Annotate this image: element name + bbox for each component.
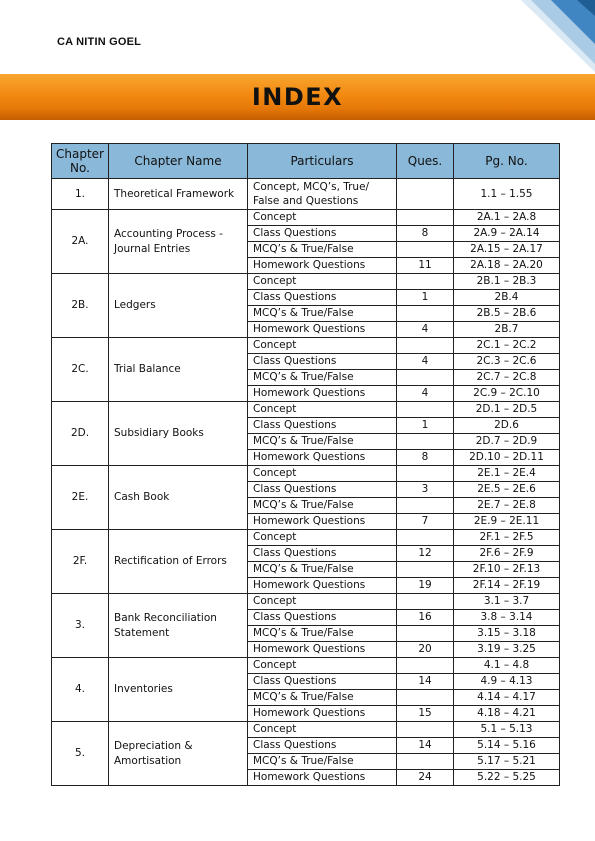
question-count: 14	[397, 674, 454, 690]
page-range: 2D.1 – 2D.5	[454, 402, 560, 418]
page-title: INDEX	[251, 83, 344, 111]
title-banner	[0, 74, 595, 120]
chapter-name: Bank Reconciliation Statement	[109, 594, 248, 658]
question-count: 24	[397, 770, 454, 786]
page-range: 2B.4	[454, 290, 560, 306]
page-range: 3.8 – 3.14	[454, 610, 560, 626]
table-row	[52, 722, 560, 738]
question-count	[397, 562, 454, 578]
chapter-name: Ledgers	[109, 274, 248, 338]
question-count: 4	[397, 322, 454, 338]
particular: Homework Questions	[248, 258, 397, 274]
particular: Class Questions	[248, 610, 397, 626]
question-count: 8	[397, 450, 454, 466]
header-particulars: Particulars	[248, 144, 397, 179]
page-range: 2E.7 – 2E.8	[454, 498, 560, 514]
particular: Concept	[248, 466, 397, 482]
page-range: 2E.1 – 2E.4	[454, 466, 560, 482]
question-count: 11	[397, 258, 454, 274]
question-count: 14	[397, 738, 454, 754]
question-count	[397, 370, 454, 386]
particular: Class Questions	[248, 226, 397, 242]
page-range: 3.19 – 3.25	[454, 642, 560, 658]
particular: MCQ’s & True/False	[248, 754, 397, 770]
page-range: 4.1 – 4.8	[454, 658, 560, 674]
page-range: 4.18 – 4.21	[454, 706, 560, 722]
page-range: 2D.6	[454, 418, 560, 434]
question-count	[397, 690, 454, 706]
page-range: 2C.1 – 2C.2	[454, 338, 560, 354]
chapter-name: Cash Book	[109, 466, 248, 530]
question-count	[397, 658, 454, 674]
table-row	[52, 179, 560, 210]
chapter-name: Trial Balance	[109, 338, 248, 402]
question-count	[397, 338, 454, 354]
page-range: 2E.5 – 2E.6	[454, 482, 560, 498]
chapter-number: 1.	[52, 179, 109, 210]
particular: Class Questions	[248, 418, 397, 434]
page-range: 5.1 – 5.13	[454, 722, 560, 738]
question-count: 7	[397, 514, 454, 530]
particular: Concept, MCQ’s, True/ False and Questions	[248, 179, 397, 210]
question-count	[397, 306, 454, 322]
page-range: 4.14 – 4.17	[454, 690, 560, 706]
header-chapter-name: Chapter Name	[109, 144, 248, 179]
page-range: 2B.5 – 2B.6	[454, 306, 560, 322]
table-row	[52, 530, 560, 546]
particular: Homework Questions	[248, 706, 397, 722]
particular: Concept	[248, 722, 397, 738]
chapter-name: Rectification of Errors	[109, 530, 248, 594]
question-count	[397, 402, 454, 418]
question-count	[397, 179, 454, 210]
particular: Concept	[248, 338, 397, 354]
question-count: 20	[397, 642, 454, 658]
particular: MCQ’s & True/False	[248, 306, 397, 322]
question-count	[397, 754, 454, 770]
page-range: 2A.18 – 2A.20	[454, 258, 560, 274]
question-count: 4	[397, 386, 454, 402]
particular: Concept	[248, 594, 397, 610]
particular: Homework Questions	[248, 578, 397, 594]
question-count: 4	[397, 354, 454, 370]
question-count	[397, 498, 454, 514]
particular: Homework Questions	[248, 450, 397, 466]
particular: Class Questions	[248, 546, 397, 562]
particular: Class Questions	[248, 482, 397, 498]
chapter-number: 2D.	[52, 402, 109, 466]
chapter-number: 2A.	[52, 210, 109, 274]
question-count: 19	[397, 578, 454, 594]
question-count: 3	[397, 482, 454, 498]
question-count	[397, 466, 454, 482]
question-count	[397, 210, 454, 226]
table-row	[52, 466, 560, 482]
table-row	[52, 210, 560, 226]
corner-decoration-icon	[521, 0, 595, 72]
particular: Class Questions	[248, 354, 397, 370]
chapter-number: 3.	[52, 594, 109, 658]
chapter-number: 2C.	[52, 338, 109, 402]
question-count	[397, 274, 454, 290]
particular: Homework Questions	[248, 770, 397, 786]
page-range: 2E.9 – 2E.11	[454, 514, 560, 530]
particular: MCQ’s & True/False	[248, 242, 397, 258]
question-count: 1	[397, 418, 454, 434]
chapter-name: Accounting Process - Journal Entries	[109, 210, 248, 274]
page-range: 3.1 – 3.7	[454, 594, 560, 610]
particular: Homework Questions	[248, 642, 397, 658]
chapter-number: 2F.	[52, 530, 109, 594]
chapter-number: 4.	[52, 658, 109, 722]
chapter-number: 5.	[52, 722, 109, 786]
particular: Homework Questions	[248, 322, 397, 338]
page-range: 5.22 – 5.25	[454, 770, 560, 786]
particular: Concept	[248, 210, 397, 226]
question-count: 1	[397, 290, 454, 306]
particular: MCQ’s & True/False	[248, 690, 397, 706]
chapter-number: 2B.	[52, 274, 109, 338]
page-range: 1.1 – 1.55	[454, 179, 560, 210]
particular: MCQ’s & True/False	[248, 498, 397, 514]
question-count: 12	[397, 546, 454, 562]
table-row	[52, 594, 560, 610]
particular: MCQ’s & True/False	[248, 626, 397, 642]
table-row	[52, 658, 560, 674]
header-ques: Ques.	[397, 144, 454, 179]
page-range: 2B.1 – 2B.3	[454, 274, 560, 290]
question-count	[397, 626, 454, 642]
page-range: 3.15 – 3.18	[454, 626, 560, 642]
particular: Concept	[248, 274, 397, 290]
particular: MCQ’s & True/False	[248, 370, 397, 386]
page-range: 2F.1 – 2F.5	[454, 530, 560, 546]
chapter-name: Theoretical Framework	[109, 179, 248, 210]
question-count: 16	[397, 610, 454, 626]
particular: MCQ’s & True/False	[248, 434, 397, 450]
page-range: 2C.3 – 2C.6	[454, 354, 560, 370]
author-name: CA NITIN GOEL	[57, 36, 142, 48]
table-row	[52, 338, 560, 354]
table-row	[52, 402, 560, 418]
particular: Class Questions	[248, 674, 397, 690]
table-row	[52, 274, 560, 290]
page-range: 2C.7 – 2C.8	[454, 370, 560, 386]
page-range: 2A.15 – 2A.17	[454, 242, 560, 258]
table-header-row	[52, 144, 560, 179]
question-count	[397, 594, 454, 610]
question-count	[397, 242, 454, 258]
page-range: 4.9 – 4.13	[454, 674, 560, 690]
index-table	[51, 143, 560, 786]
page-range: 2F.14 – 2F.19	[454, 578, 560, 594]
page-range: 2D.7 – 2D.9	[454, 434, 560, 450]
chapter-number: 2E.	[52, 466, 109, 530]
particular: Homework Questions	[248, 386, 397, 402]
question-count: 15	[397, 706, 454, 722]
page-range: 2F.10 – 2F.13	[454, 562, 560, 578]
question-count	[397, 722, 454, 738]
question-count: 8	[397, 226, 454, 242]
header-pg-no: Pg. No.	[454, 144, 560, 179]
page-range: 2A.1 – 2A.8	[454, 210, 560, 226]
chapter-name: Depreciation & Amortisation	[109, 722, 248, 786]
question-count	[397, 530, 454, 546]
particular: MCQ’s & True/False	[248, 562, 397, 578]
page-range: 2F.6 – 2F.9	[454, 546, 560, 562]
chapter-name: Inventories	[109, 658, 248, 722]
header-chapter-no: Chapter No.	[52, 144, 109, 179]
page-range: 5.17 – 5.21	[454, 754, 560, 770]
page-range: 2D.10 – 2D.11	[454, 450, 560, 466]
particular: Concept	[248, 658, 397, 674]
page-range: 2A.9 – 2A.14	[454, 226, 560, 242]
chapter-name: Subsidiary Books	[109, 402, 248, 466]
particular: Concept	[248, 530, 397, 546]
particular: Class Questions	[248, 290, 397, 306]
question-count	[397, 434, 454, 450]
page-range: 5.14 – 5.16	[454, 738, 560, 754]
particular: Concept	[248, 402, 397, 418]
page-range: 2C.9 – 2C.10	[454, 386, 560, 402]
page-range: 2B.7	[454, 322, 560, 338]
particular: Homework Questions	[248, 514, 397, 530]
particular: Class Questions	[248, 738, 397, 754]
